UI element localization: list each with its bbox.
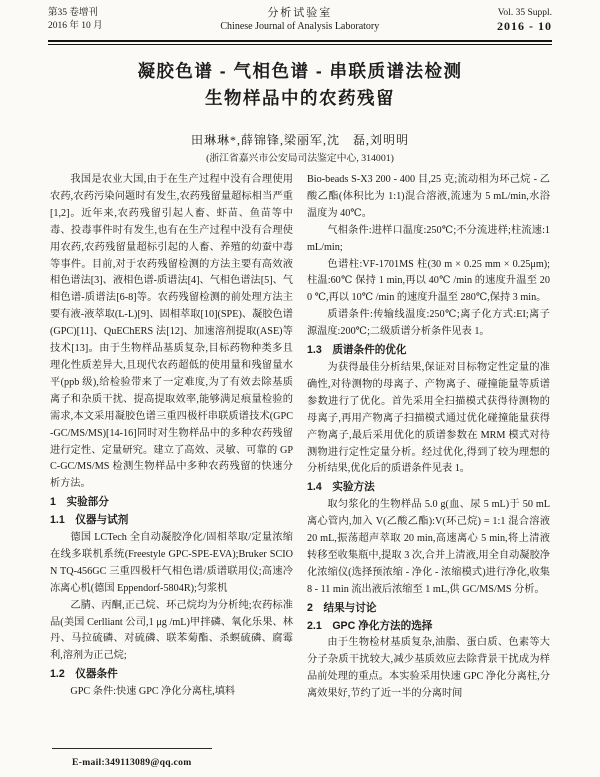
paper-title-line2: 生物样品中的农药残留 <box>205 88 395 108</box>
left-column <box>50 172 293 743</box>
section-heading: 1.4 实验方法 <box>307 481 375 494</box>
header-volume-line2: 2016 年 10 月 <box>48 21 103 31</box>
footnote-divider <box>52 748 212 749</box>
body-paragraph: Bio-beads S-X3 200 - 400 目,25 克;流动相为环己烷 - 乙酸乙酯(体积比为 1:1)混合溶液,流速为 5 mL/min,水浴温度为 40℃。 <box>307 174 550 219</box>
section-heading: 2.1 GPC 净化方法的选择 <box>307 619 433 632</box>
header-vol-line: Vol. 35 Suppl. <box>497 8 552 18</box>
body-paragraph: 取匀浆化的生物样品 5.0 g(血、尿 5 mL)于 50 mL 离心管内,加入 V(乙酸乙酯):V(环己烷) = 1:1 混合溶液 20 mL,振荡超声萃取 20 min,高速离心 5 min,将上清液转移至收集瓶中,提取 3 次,合并上清液,用全自动凝胶净化浓缩仪(选择预浓缩 - 净化 - 浓缩模式)进行净化,收集 8 - 11 min 流出液后浓缩至 1 mL,供 GC/MS/MS 分析。 <box>307 499 550 595</box>
header-volume-line1: 第35 卷增刊 <box>48 8 98 18</box>
header-volume-en <box>497 7 552 33</box>
section-heading: 2 结果与讨论 <box>307 601 377 614</box>
body-paragraph: 为获得最佳分析结果,保证对目标物定性定量的准确性,对待测物的母离子、产物离子、碰撞能量等质谱参数进行了优化。首先采用全扫描模式获得待测物的母离子,再用产物离子扫描模式通过优化碰撞能量获得产物离子,最后采用优化的质谱参数在 MRM 模式对待测物进行定性定量分析。经过优化,得到了较为理想的分析结果,优化后的质谱条件见表 1。 <box>307 361 550 475</box>
journal-name-cn: 分析试验室 <box>267 7 333 19</box>
body-columns <box>50 172 550 743</box>
header-divider <box>48 40 552 45</box>
section-heading: 1.1 仪器与试剂 <box>50 514 129 527</box>
journal-header <box>48 7 552 33</box>
body-paragraph: 我国是农业大国,由于在生产过程中没有合理使用农药,农药污染问题时有发生,农药残留量超标相当严重[1,2]。近年来,农药残留引起人畜、虾苗、鱼苗等中毒、投毒事件时有发生,也有在生产过程中没有合理使用农药,农药残留量超标引起的人畜、养殖的幼蚕中毒等事件。目前,对于农药残留检测的方法主要有高效液相色谱法[3]、液相色谱-质谱法[4]、气相色谱法[5]、气相色谱-质谱法[6-8]等。农药残留检测的前处理方法主要有液-液萃取(L-L)[9]、固相萃取[10](SPE)、凝胶色谱(GPC)[11]、QuEChERS 法[12]、加速溶剂提取(ASE)等技术[13]。由于生物样品基质复杂,目标药物种类多且理化性质差异大,且现代农药超低的使用量和残留量水平(ppb 级),给检验带来了一定难度,为了有效去除基质离子和杂质干扰、提高提取效率,能够满足痕量检验的需求,本文采用凝胶色谱三重四极杆串联质谱技术(GPC-GC/MS/MS)[14-16]同时对生物样品中的多种农药残留进行定性、定量研究。建立了高效、灵敏、可靠的 GPC-GC/MS/MS 检测生物样品中多种农药残留的快速分析方法。 <box>50 174 293 490</box>
body-paragraph: 乙腈、丙酮,正己烷、环己烷均为分析纯;农药标准品(美国 Cerlliant 公司,1 μg /mL)甲拌磷、氧化乐果、林丹、马拉硫磷、对硫磷、联苯菊酯、杀螟硫磷、腐霉利,溶剂为正己烷; <box>50 599 293 662</box>
footer-email: E-mail:349113089@qq.com <box>72 757 192 768</box>
body-paragraph: GPC 条件:快速 GPC 净化分离柱,填料 <box>70 686 236 698</box>
body-paragraph: 气相条件:进样口温度:250℃;不分流进样;柱流速:1 mL/min; <box>307 224 550 253</box>
journal-name <box>103 7 497 33</box>
body-paragraph: 色谱柱:VF-1701MS 柱(30 m × 0.25 mm × 0.25μm);柱温:60℃ 保持 1 min,再以 40℃ /min 的速度升温至 200 ℃,再以 10℃ /min 的速度升温至 280℃,保持 3 min。 <box>307 258 550 304</box>
authors-line: 田琳琳*,薛锦锋,梁丽军,沈 磊,刘明明 <box>190 133 409 147</box>
paper-title <box>40 58 560 112</box>
affiliation-line: (浙江省嘉兴市公安局司法鉴定中心, 314001) <box>206 153 394 164</box>
paper-title-line1: 凝胶色谱 - 气相色谱 - 串联质谱法检测 <box>137 61 463 81</box>
section-heading: 1.3 质谱条件的优化 <box>307 344 407 357</box>
journal-name-en: Chinese Journal of Analysis Laboratory <box>220 21 380 32</box>
right-column <box>307 172 550 743</box>
header-volume-cn <box>48 7 103 33</box>
section-heading: 1.2 仪器条件 <box>50 668 118 681</box>
section-heading: 1 实验部分 <box>50 496 109 509</box>
body-paragraph: 由于生物检材基质复杂,油脂、蛋白质、色素等大分子杂质干扰较大,减少基质效应去除背景干扰成为样品前处理的重点。本实验采用快速 GPC 净化分离柱,分离效果好,节约了近一半的分离时间 <box>307 637 550 700</box>
body-paragraph: 质谱条件:传输线温度:250℃;离子化方式:EI;离子源温度:200℃;二级质谱分析条件见表 1。 <box>307 309 550 338</box>
body-paragraph: 德国 LCTech 全自动凝胶净化/固相萃取/定量浓缩在线多联机系统(Freestyle GPC-SPE-EVA);Bruker SCION TQ-456GC 三重四极杆气相色谱/质谱联用仪;高速冷冻离心机(德国 Eppendorf-5804R);匀浆机 <box>50 532 293 594</box>
header-issue-line: 2016 - 10 <box>497 19 552 33</box>
